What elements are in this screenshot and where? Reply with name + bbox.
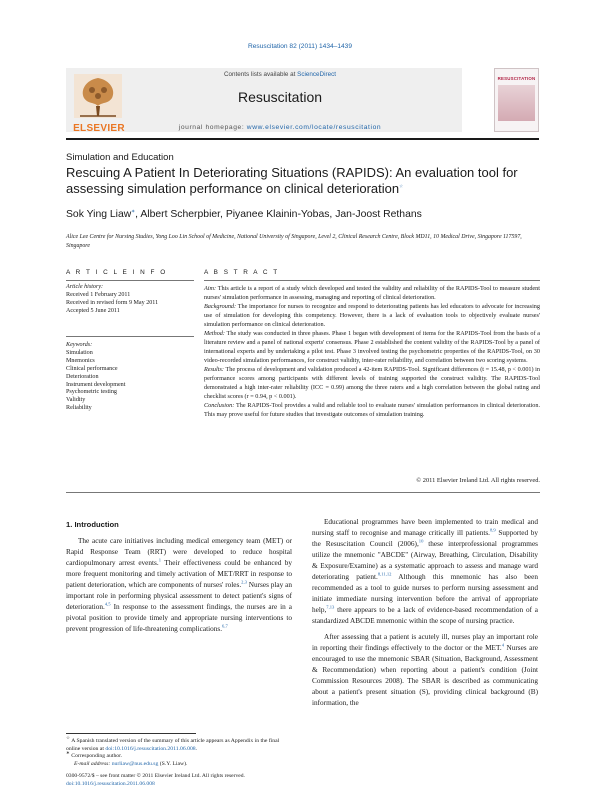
- header-divider: [66, 138, 539, 140]
- issn-line: 0300-9572/$ – see front matter © 2011 Elsevier Ireland Ltd. All rights reserved.: [66, 773, 245, 779]
- aim-label: Aim:: [204, 285, 217, 292]
- abstract-body: [204, 284, 540, 419]
- body-text-run: After assessing that a patient is acutely ill, nurses play an important role in reporting their findings effectively to the doctor or the MET.: [312, 633, 538, 652]
- citation-link[interactable]: 7,13: [326, 604, 335, 610]
- results-label: Results:: [204, 366, 224, 373]
- email-footnote: [66, 761, 292, 769]
- citation-link[interactable]: 4,5: [104, 601, 111, 607]
- author-list: [66, 209, 422, 220]
- keywords-block: [66, 342, 194, 413]
- abstract-bottom-divider: [66, 492, 540, 493]
- footnote-mark: ☆: [66, 735, 71, 741]
- cover-title: RESUSCITATION: [497, 76, 536, 81]
- abstract-method: [204, 329, 540, 365]
- keywords-label: Keywords:: [66, 342, 93, 348]
- conclusion-text: The RAPIDS-Tool provides a valid and reliable tool to evaluate nurses' simulation performances in clinical deterioration. This may prove useful for future studies that investigate outcomes of simulation training.: [204, 402, 540, 418]
- elsevier-tree-logo: [70, 70, 126, 126]
- keyword: Validity: [66, 397, 86, 404]
- journal-homepage: [130, 124, 430, 131]
- homepage-prefix: journal homepage:: [178, 124, 247, 131]
- abstract-background: [204, 302, 540, 329]
- contents-prefix: Contents lists available at: [223, 71, 298, 78]
- translation-note-text: A Spanish translated version of the summary of this article appears as Appendix in the final online version at: [66, 738, 280, 752]
- article-title: [66, 165, 540, 197]
- first-author: Sok Ying Liaw: [66, 209, 132, 220]
- body-text-run: Nurses are encouraged to use the mnemonic SBAR (Situation, Background, Assessment & Recommendation) when reporting about a patient's condition (Joint Commission Resources 2008). The SBAR is described as communicating about a patient's present situation (S), providing clinical background (B) information, the: [312, 644, 538, 707]
- footnotes: [66, 735, 292, 768]
- article-info-heading: A R T I C L E I N F O: [66, 269, 168, 276]
- method-text: The study was conducted in three phases. Phase 1 began with development of items for the RAPIDS-Tool from the basis of a literature review and a panel of national experts' consensus. Phase 2 established the content validity of the RAPIDS-Tool by a panel of international experts and by undertaking a pilot test. Phase 3 involved testing the psychometric properties of the RAPIDS-Tool, on 30 video-recorded simulation performances, for construct validity, inter-rater reliability, and correlation between two scoring systems.: [204, 330, 540, 364]
- body-text-run: Nurses play an important role in performing physical assessment to detect patient's signs of deterioration.: [66, 581, 292, 611]
- intro-paragraph-3: [312, 632, 538, 709]
- citation-link[interactable]: 10: [418, 538, 424, 544]
- citation-link[interactable]: 6,7: [222, 623, 228, 629]
- intro-paragraph-1: [66, 536, 292, 635]
- abstract-results: [204, 365, 540, 401]
- body-text-run: there appears to be a lack of evidence-based recommendation of a standardized ABCDE mnemonic within the scope of nursing practice.: [312, 606, 538, 625]
- citation-link[interactable]: 1: [158, 557, 161, 563]
- keyword: Instrument development: [66, 381, 126, 388]
- title-footnote-mark[interactable]: ☆: [399, 183, 404, 189]
- footnote-divider: [66, 733, 196, 734]
- citation-link[interactable]: 8,9: [489, 527, 496, 533]
- history-label: Article history:: [66, 284, 104, 290]
- keyword: Psychometric testing: [66, 389, 117, 396]
- abstract-heading: A B S T R A C T: [204, 269, 280, 276]
- sciencedirect-link[interactable]: ScienceDirect: [297, 71, 336, 78]
- journal-reference[interactable]: Resuscitation 82 (2011) 1434–1439: [248, 43, 352, 50]
- introduction-heading: 1. Introduction: [66, 520, 119, 529]
- article-info-divider: [66, 280, 194, 281]
- history-revised: Received in revised form 9 May 2011: [66, 299, 159, 306]
- body-text-run: Although this mnemonic has also been recommended as a tool to guide nurses to perform nursing assessment and initiate immediate nursing intervention before the arrival of appropriate help,: [312, 573, 538, 614]
- conclusion-label: Conclusion:: [204, 402, 235, 409]
- body-text-run: In response to the assessment findings, the nurses are in a pivotal position to provide timely and appropriate nursing interventions to prevent progression of life-threatening complications.: [66, 603, 292, 633]
- keywords-divider: [66, 336, 194, 337]
- article-section: Simulation and Education: [66, 152, 174, 163]
- email-end: (S.Y. Liaw).: [158, 760, 188, 767]
- keyword: Mnemonics: [66, 357, 95, 364]
- citation-link[interactable]: 4: [501, 642, 504, 648]
- keyword: Deterioration: [66, 373, 99, 380]
- corresponding-author-mark[interactable]: ∗: [131, 208, 136, 214]
- citation-link[interactable]: 2,3: [241, 579, 247, 585]
- translation-doi-link[interactable]: doi:10.1016/j.resuscitation.2011.06.008: [105, 745, 196, 752]
- method-label: Method:: [204, 330, 225, 337]
- background-text: The importance for nurses to recognize and respond to deteriorating patients has led educators to advocate for increasing use of simulation for developing this competency. However, there is a lack of evaluation tools to objectively evaluate nurses' simulation performance on clinical deterioration.: [204, 303, 540, 328]
- body-column-right: [312, 517, 538, 709]
- body-column-left: [66, 536, 292, 635]
- body-text-run: Their effectiveness could be enhanced by more frequent monitoring and timely activation of MET/RRT in response to patient deterioration, which are components of nurses' roles.: [66, 559, 292, 589]
- publisher-name: ELSEVIER: [73, 123, 125, 134]
- aim-text: This article is a report of a study which developed and tested the validity and reliability of the RAPIDS-Tool to measure student nurses' simulation performance in assessing, managing and reporting of clinical deterioration.: [204, 285, 540, 301]
- article-doi-link[interactable]: doi:10.1016/j.resuscitation.2011.06.008: [66, 780, 155, 787]
- history-received: Received 1 February 2011: [66, 291, 131, 298]
- journal-title: Resuscitation: [237, 89, 323, 105]
- article-title-text: Rescuing A Patient In Deteriorating Situations (RAPIDS): An evaluation tool for assessing simulation performance on clinical deterioration: [66, 165, 518, 196]
- other-authors: , Albert Scherpbier, Piyanee Klainin-Yobas, Jan-Joost Rethans: [135, 209, 422, 220]
- keyword: Clinical performance: [66, 365, 118, 372]
- issn-block: [66, 773, 292, 789]
- body-text-run: these interprofessional programmes utilize the mnemonic "ABCDE" (Airway, Breathing, Circulation, Disability & Exposure/Examine) as a systematic approach to assess and manage ward deteriorating patient.: [312, 540, 538, 581]
- footnote-mark: ∗: [66, 750, 70, 756]
- citation-link[interactable]: 8,11,12: [377, 571, 392, 577]
- email-label: E-mail address:: [74, 760, 112, 767]
- email-link[interactable]: nurliaw@nus.edu.sg: [111, 760, 159, 767]
- affiliation: Alice Lee Centre for Nursing Studies, Yong Loo Lin School of Medicine, National University of Singapore, Level 2, Clinical Research Centre, Block MD11, 10 Medical Drive, Singapore 117597, Singapore: [66, 234, 522, 249]
- article-history: [66, 284, 194, 316]
- journal-cover-thumbnail: [494, 68, 539, 132]
- body-text-run: The acute care initiatives including medical emergency team (MET) or Rapid Response Team (RRT) were developed to reduce hospital cardiopulmonary arrest events.: [66, 537, 292, 567]
- cover-image: [498, 85, 535, 121]
- translation-note-end: .: [195, 745, 198, 752]
- results-text: The process of development and validation produced a 42-item RAPIDS-Tool. Significant differences (t = 15.48, p < 0.001) in performance scores among participants with different levels of training supported the construct validity. The RAPIDS-Tool demonstrated a high inter-rater reliability (ICC = 0.99) among the three raters and a high correlation between the global rating and checklist scores (r = 0.94, p < 0.001).: [204, 366, 540, 400]
- copyright-notice: © 2011 Elsevier Ireland Ltd. All rights reserved.: [416, 477, 540, 484]
- abstract-conclusion: [204, 401, 540, 419]
- abstract-divider: [204, 280, 540, 281]
- homepage-link[interactable]: www.elsevier.com/locate/resuscitation: [246, 124, 382, 131]
- abstract-aim: [204, 284, 540, 302]
- intro-paragraph-2: [312, 517, 538, 627]
- contents-line: [130, 71, 430, 78]
- body-text-run: Educational programmes have been implemented to train medical and nursing staff to recognise and manage critically ill patients.: [312, 518, 538, 537]
- keyword: Reliability: [66, 405, 92, 412]
- body-text-run: Supported by the Resuscitation Council (2006),: [312, 529, 538, 548]
- background-label: Background:: [204, 303, 237, 310]
- keyword: Simulation: [66, 349, 93, 356]
- corresponding-note-text: Corresponding author.: [69, 753, 123, 760]
- history-accepted: Accepted 5 June 2011: [66, 307, 120, 314]
- translation-footnote: [66, 735, 292, 756]
- corresponding-footnote: [66, 750, 292, 761]
